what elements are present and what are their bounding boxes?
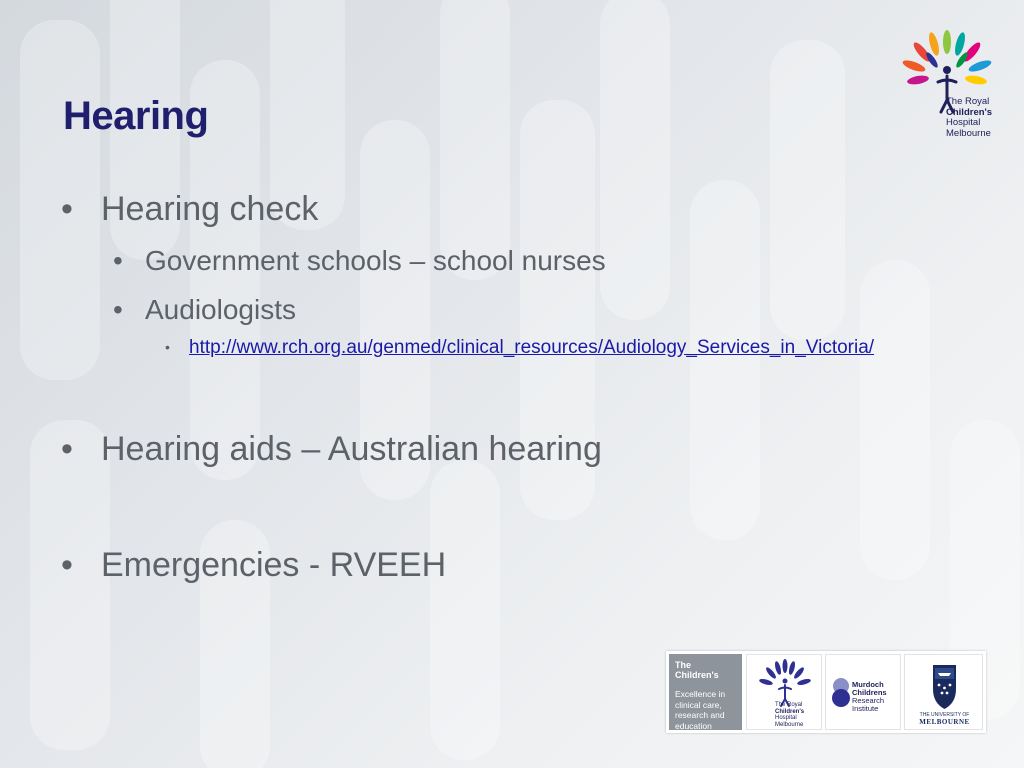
bullet-hearing-check — [61, 190, 319, 229]
mcri-icon — [829, 655, 853, 731]
logo-line: The Royal — [946, 96, 990, 107]
campus-tagline: Excellence in clinical care, research and education — [675, 689, 726, 731]
campus-heading: The Children's — [675, 660, 719, 680]
bullet-dot: • — [61, 190, 73, 228]
university-name — [905, 712, 984, 726]
rch-partner-line: Melbourne — [775, 721, 804, 728]
audiology-services-link[interactable]: http://www.rch.org.au/genmed/clinical_resources/Audiology_Services_in_Victoria/ — [189, 337, 875, 358]
university-name-top: THE UNIVERSITY OF — [919, 712, 970, 718]
university-name-main: MELBOURNE — [919, 718, 970, 726]
mcri-line: Research — [852, 696, 885, 705]
partner-logos-banner — [666, 651, 986, 733]
rch-partner-line: The Royal — [775, 702, 803, 708]
mcri-line: Institute — [852, 704, 879, 713]
bullet-government-schools — [113, 245, 606, 277]
mcri-line: Childrens — [852, 688, 887, 697]
logo-line: Children's — [946, 106, 993, 118]
logo-line: Hospital — [946, 117, 981, 128]
slide-title: Hearing — [63, 94, 209, 138]
partner-rch — [746, 654, 822, 730]
bullet-dot: • — [113, 245, 123, 276]
rch-partner-text — [775, 702, 804, 728]
bullet-dot: • — [113, 294, 123, 325]
bullet-text: Emergencies - RVEEH — [101, 546, 447, 584]
logo-line: Melbourne — [946, 127, 991, 139]
rch-partner-line: Hospital — [775, 715, 797, 721]
bullet-text: Government schools – school nurses — [145, 245, 606, 276]
campus-panel — [669, 654, 742, 730]
bullet-audiology-link — [165, 337, 875, 359]
bullet-hearing-aids — [61, 430, 602, 469]
partner-mcri — [825, 654, 901, 730]
bullet-dot: • — [61, 430, 73, 468]
bullet-text: Audiologists — [145, 294, 296, 325]
bullet-text: Hearing check — [101, 190, 319, 228]
rch-logo-wordmark — [946, 97, 992, 139]
mcri-line: Murdoch — [852, 680, 884, 689]
rch-partner-line: Children's — [775, 708, 805, 715]
bullet-emergencies — [61, 546, 447, 585]
bullet-audiologists — [113, 294, 296, 326]
bullet-dot: • — [165, 339, 170, 355]
bullet-text: Hearing aids – Australian hearing — [101, 430, 602, 468]
bullet-dot: • — [61, 546, 73, 584]
partner-university-of-melbourne — [904, 654, 983, 730]
mcri-text — [852, 681, 887, 713]
